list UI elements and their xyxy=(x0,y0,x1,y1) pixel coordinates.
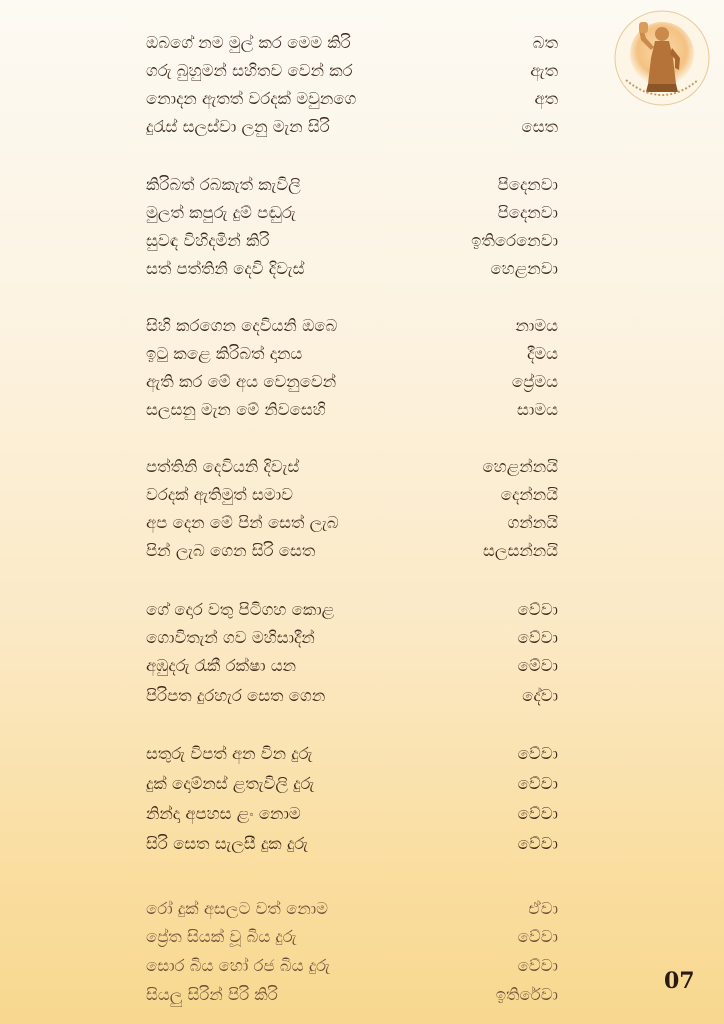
verse-left: මුලත් කපුරු දුම් පඬුරු xyxy=(146,203,296,222)
verse-right: වේවා xyxy=(517,600,558,619)
verse-line xyxy=(0,831,724,857)
verse-right: ප්‍රේමය xyxy=(511,372,558,391)
verse-left: පත්තිනි දෙවියනි දිවැස් xyxy=(146,457,300,476)
verse-line xyxy=(0,58,724,84)
verse-right: ඒවා xyxy=(528,899,558,918)
verse-line xyxy=(0,482,724,508)
verse-line xyxy=(0,625,724,651)
verse-line xyxy=(0,397,724,423)
verse-left: පින් ලැබ ගෙන සිරි සෙත xyxy=(146,541,316,560)
verse-right: බත xyxy=(532,33,558,52)
verse-left: සියලු සිරින් පිරි කිරි xyxy=(146,985,278,1004)
verse-line xyxy=(0,538,724,564)
verse-left: ගොවිතැන් ගව මහිසාදීන් xyxy=(146,628,315,647)
verse-left: සත් පත්තිනි දෙවි දිවැස් xyxy=(146,259,305,278)
verse-line xyxy=(0,653,724,679)
verse-left: ප්‍රේත සියක් වූ බිය දුරු xyxy=(146,927,297,946)
verse-line xyxy=(0,683,724,709)
verse-right: වේවා xyxy=(517,628,558,647)
verse-right: වේවා xyxy=(517,804,558,823)
verse-line xyxy=(0,510,724,536)
verse-right: ඇත xyxy=(530,61,558,80)
verse-left: සුවඳ විහිදමින් කිරි xyxy=(146,231,270,250)
verse-right: වේවා xyxy=(517,956,558,975)
verse-left: ඉටු කළෙ කිරිබත් දානය xyxy=(146,344,303,363)
verse-right: දීමය xyxy=(526,344,558,363)
verse-line xyxy=(0,341,724,367)
verse-line xyxy=(0,86,724,112)
verse-line xyxy=(0,771,724,797)
verse-line xyxy=(0,896,724,922)
verse-left: සලසනු මැන මේ නිවසෙහි xyxy=(146,400,326,419)
verse-right: වේවා xyxy=(517,834,558,853)
verse-left: ඇති කර මේ අය වෙනුවෙන් xyxy=(146,372,337,391)
verse-right: මේවා xyxy=(517,656,558,675)
verse-left: නොදන ඇතත් වරදක් මවුනගෙ xyxy=(146,89,357,108)
verse-right: සෙත xyxy=(521,117,558,136)
verse-line xyxy=(0,982,724,1008)
verse-line xyxy=(0,953,724,979)
verse-right: අත xyxy=(534,89,558,108)
verse-right: වේවා xyxy=(517,927,558,946)
verse-right: සාමය xyxy=(516,400,558,419)
verse-right: වේවා xyxy=(517,744,558,763)
verse-line xyxy=(0,454,724,480)
verse-right: සලසන්නයි xyxy=(483,541,558,560)
verse-right: දෙන්නයි xyxy=(500,485,558,504)
verse-left: රෝ දුක් අසලට වත් නොම xyxy=(146,899,329,918)
verse-left: සොර බිය හෝ රජ බිය දුරු xyxy=(146,956,330,975)
verse-line xyxy=(0,30,724,56)
verse-line xyxy=(0,741,724,767)
verse-right: වේවා xyxy=(517,774,558,793)
verse-right: හෙළන්නයි xyxy=(482,457,558,476)
verse-right: නාමය xyxy=(515,316,558,335)
verse-left: ගේ දොර වතු පිටිගහ කොළ xyxy=(146,600,335,619)
verse-left: සතුරු විපත් අන වින දුරු xyxy=(146,744,313,763)
verse-left: නින්දා අපහස ළං නොම xyxy=(146,804,301,823)
verse-line xyxy=(0,200,724,226)
verse-right: පිදෙනවා xyxy=(497,203,558,222)
verse-left: පිරිපත දුරහැර සෙත ගෙන xyxy=(146,686,326,705)
verse-right: ගන්නයි xyxy=(507,513,558,532)
verse-left: දුරැස් සලස්වා ලනු මැන සිරි xyxy=(146,117,330,136)
verse-line xyxy=(0,313,724,339)
page-number: 07 xyxy=(664,968,695,994)
verse-line xyxy=(0,256,724,282)
verse-left: ගරු බුහුමන් සහිතව වෙන් කර xyxy=(146,61,353,80)
verse-left: සිහි කරගෙන දෙවියනි ඔබෙ xyxy=(146,316,338,335)
verse-left: ඔබගේ නම මුල් කර මෙම කිරි xyxy=(146,33,351,52)
verse-left: අප දෙන මේ පින් සෙත් ලැබ xyxy=(146,513,339,532)
verse-line xyxy=(0,114,724,140)
verse-left: වරදක් ඇතිමුත් සමාව xyxy=(146,485,294,504)
verse-right: හෙළනවා xyxy=(490,259,558,278)
verse-left: සිරි සෙත සැලසී දුක දුරු xyxy=(146,834,309,853)
verse-line xyxy=(0,597,724,623)
verse-right: ඉතිරෙනෙවා xyxy=(471,231,558,250)
verse-line xyxy=(0,924,724,950)
verse-right: දේවා xyxy=(522,686,558,705)
verse-line xyxy=(0,369,724,395)
verse-right: ඉතිරේවා xyxy=(495,985,558,1004)
verse-left: කිරිබත් රබකැත් කැවිලි xyxy=(146,175,301,194)
verse-line xyxy=(0,801,724,827)
verse-right: පිදෙනවා xyxy=(497,175,558,194)
verse-left: අඹුදරු රැකී රක්ෂා යන xyxy=(146,656,297,675)
verse-line xyxy=(0,172,724,198)
verse-left: දුක් දොම්නස් ළතැවිලි දුරු xyxy=(146,774,315,793)
verse-line xyxy=(0,228,724,254)
